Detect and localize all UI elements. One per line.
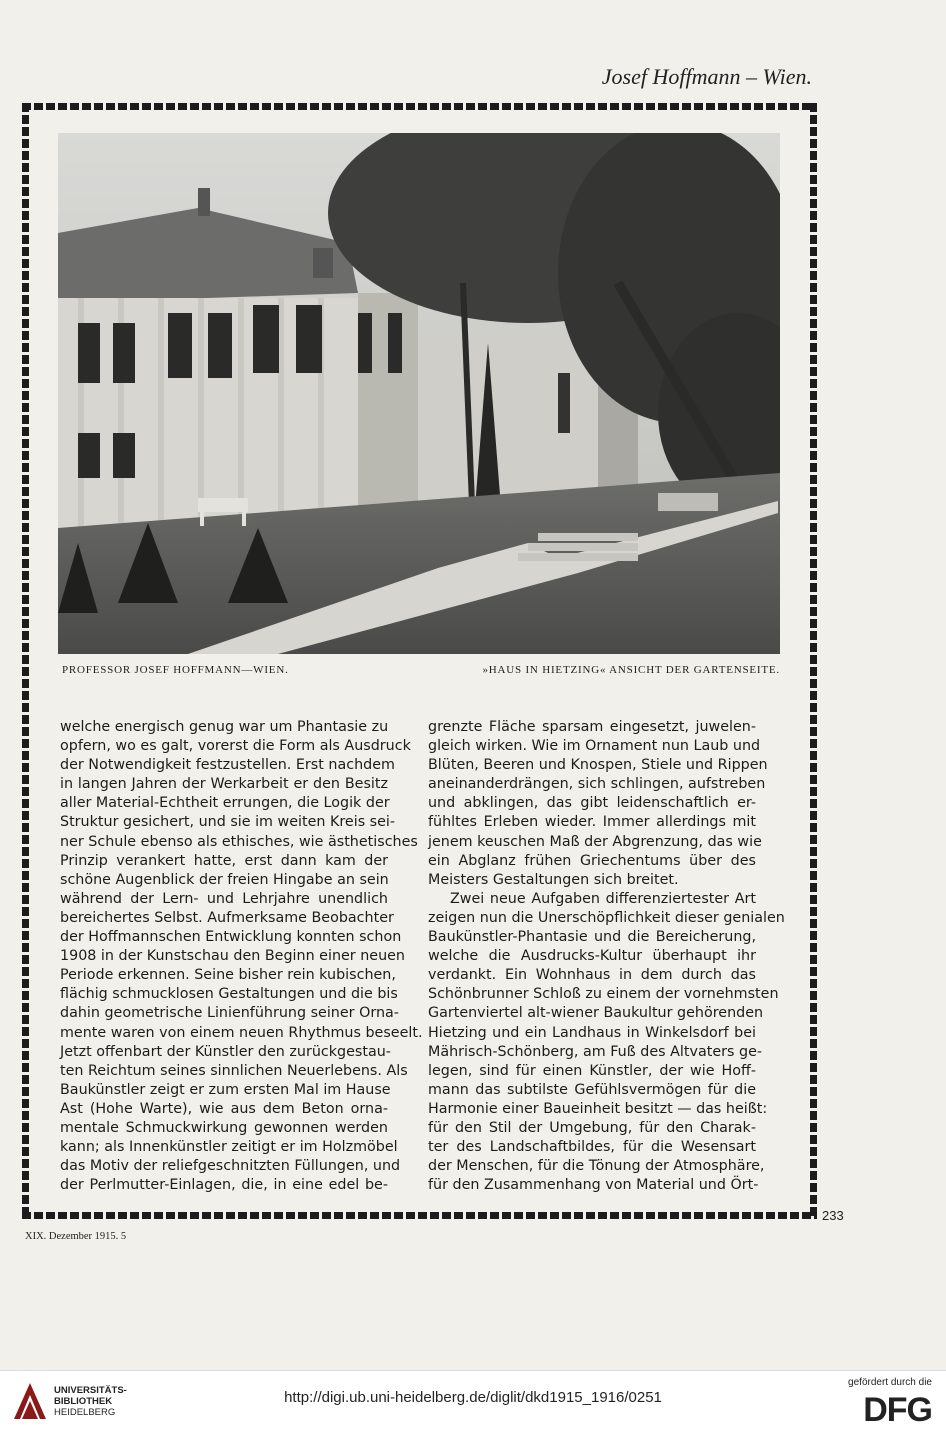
institution-line: UNIVERSITÄTS- [54, 1385, 127, 1396]
text-line: Prinzip verankert hatte, erst dann kam der [60, 852, 388, 869]
border-bottom [22, 1212, 817, 1219]
text-line: Harmonie einer Baueinheit besitzt — das heißt: [428, 1100, 768, 1117]
text-line: Ast (Hohe Warte), wie aus dem Beton orna- [60, 1100, 388, 1117]
text-line: ner Schule ebenso als ethisches, wie ästhetisches [60, 833, 418, 850]
viewer-footer [0, 1370, 946, 1436]
text-line: fühltes Erleben wieder. Immer allerdings mit [428, 814, 756, 831]
text-column-left [60, 718, 423, 1195]
text-line: Mährisch-Schönberg, am Fuß des Altvaters ge- [428, 1043, 763, 1060]
text-line: bereichertes Selbst. Aufmerksame Beobachter [60, 909, 394, 926]
text-line: für den Zusammenhang von Material und Ört- [428, 1177, 759, 1194]
text-line: ter des Landschaftbildes, für die Wesensart [428, 1139, 756, 1156]
text-line: schöne Augenblick der freien Hingabe an sein [60, 871, 389, 888]
text-line: grenzte Fläche sparsam eingesetzt, juwelen- [428, 719, 756, 735]
border-right [810, 103, 817, 1219]
text-line: gleich wirken. Wie im Ornament nun Laub und [428, 738, 761, 755]
text-line: der Notwendigkeit festzustellen. Erst nachdem [60, 757, 395, 774]
text-line: Jetzt offenbart der Künstler den zurückgestau- [60, 1043, 391, 1060]
text-line: welche energisch genug war um Phantasie zu [60, 719, 389, 735]
text-line: der Hoffmannschen Entwicklung konnten schon [60, 929, 402, 946]
text-line: der Perlmutter-Einlagen, die, in eine edel be- [60, 1177, 388, 1194]
text-line: Hietzing und ein Landhaus in Winkelsdorf bei [428, 1024, 756, 1041]
text-line: mente waren von einem neuen Rhythmus beseelt. [60, 1024, 423, 1041]
text-line: zeigen nun die Unerschöpflichkeit dieser genialen [428, 909, 785, 926]
text-line: 1908 in der Kunstschau den Beginn einer neuen [60, 948, 405, 965]
text-line: ein Abglanz frühen Griechentums über des [428, 852, 756, 869]
text-line: Meisters Gestaltungen sich breitet. [428, 871, 679, 888]
text-line: legen, sind für einen Künstler, der wie Hoff- [428, 1062, 756, 1079]
dfg-logo[interactable]: DFG [863, 1391, 932, 1429]
photo-caption-right: »HAUS IN HIETZING« ANSICHT DER GARTENSEITE. [482, 664, 780, 676]
page-number: 233 [822, 1208, 844, 1223]
text-line: jenem keuschen Maß der Abgrenzung, das wie [428, 833, 762, 850]
house-illustration [58, 133, 780, 654]
text-line: Blüten, Beeren und Knospen, Stiele und Rippen [428, 757, 768, 774]
institution-line: BIBLIOTHEK [54, 1396, 113, 1407]
text-line: Baukünstler zeigt er zum ersten Mal im Hause [60, 1081, 391, 1098]
text-line: welche die Ausdrucks-Kultur überhaupt ihr [428, 948, 756, 965]
text-line: Baukünstler-Phantasie und die Bereicherung, [428, 929, 756, 946]
text-line: kann; als Innenkünstler zeitigt er im Holzmöbel [60, 1139, 398, 1156]
permalink-url[interactable]: http://digi.ub.uni-heidelberg.de/diglit/dkd1915_1916/0251 [284, 1389, 662, 1406]
text-line: und abklingen, das gibt leidenschaftlich er- [428, 795, 756, 812]
text-line: Schönbrunner Schloß zu einem der vornehmsten [428, 986, 779, 1003]
text-line: für den Stil der Umgebung, für den Charak- [428, 1119, 756, 1136]
text-column-right [428, 718, 785, 1195]
text-line: Periode erkennen. Seine bisher rein kubischen, [60, 967, 396, 984]
text-line: während der Lern- und Lehrjahre unendlich [60, 890, 388, 907]
text-line: dahin geometrische Linienführung seiner Orna- [60, 1005, 399, 1022]
photo-caption-left: PROFESSOR JOSEF HOFFMANN—WIEN. [62, 664, 289, 676]
text-line: ten Reichtum seines sinnlichen Neuerlebens. Als [60, 1062, 408, 1079]
text-line: Zwei neue Aufgaben differenziertester Art [450, 890, 756, 907]
text-line: das Motiv der reliefgeschnitzten Füllungen, und [60, 1158, 401, 1175]
text-line: Gartenviertel alt-wiener Baukultur gehörenden [428, 1005, 764, 1022]
border-top [22, 103, 817, 110]
text-line: mann das subtilste Gefühlsvermögen für die [428, 1081, 756, 1098]
text-line: flächig schmucklosen Gestaltungen und die bis [60, 986, 398, 1003]
text-line: Struktur gesichert, und sie im weiten Kreis sei- [60, 814, 396, 831]
institution-line: HEIDELBERG [54, 1407, 116, 1418]
text-line: aneinanderdrängen, sich schlingen, aufstreben [428, 776, 766, 793]
text-line: verdankt. Ein Wohnhaus in dem durch das [428, 967, 756, 984]
text-line: der Menschen, für die Tönung der Atmosphäre, [428, 1158, 765, 1175]
house-photograph [58, 133, 780, 654]
text-line: mentale Schmuckwirkung gewonnen werden [60, 1119, 388, 1136]
border-left [22, 103, 29, 1219]
running-head: Josef Hoffmann – Wien. [601, 64, 812, 89]
text-line: opfern, wo es galt, vorerst die Form als Ausdruck [60, 738, 411, 755]
footer-signature: XIX. Dezember 1915. 5 [25, 1231, 127, 1242]
text-line: in langen Jahren der Werkarbeit er den Besitz [60, 776, 388, 793]
funder-note: gefördert durch die [848, 1377, 932, 1388]
text-line: aller Material-Echtheit errungen, die Logik der [60, 795, 390, 812]
